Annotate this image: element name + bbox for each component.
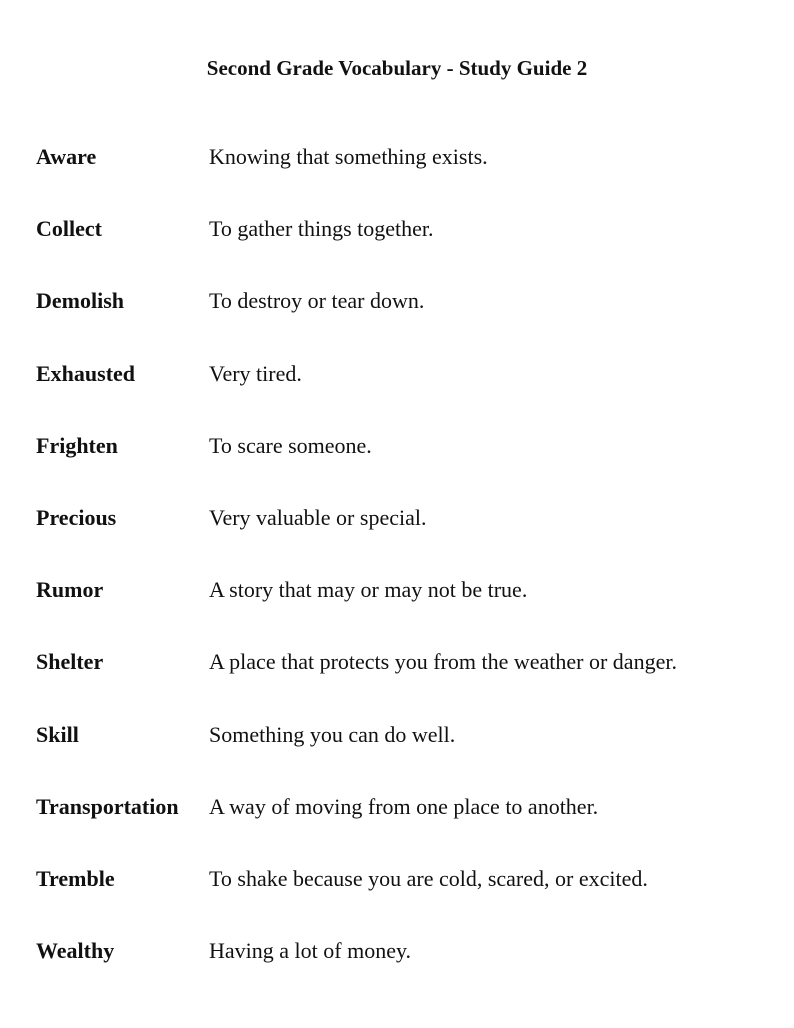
vocab-definition: To shake because you are cold, scared, or excited. [209, 865, 648, 891]
vocab-entry-skill [36, 720, 776, 792]
vocab-definition: To destroy or tear down. [209, 288, 425, 314]
vocab-definition: Knowing that something exists. [209, 144, 488, 169]
vocab-definition: A way of moving from one place to another. [209, 793, 599, 819]
vocab-entry-transportation [36, 792, 776, 864]
vocab-definition: To scare someone. [209, 432, 372, 458]
vocab-entry-precious [36, 503, 776, 575]
vocab-entry-rumor [36, 575, 776, 647]
vocab-term: Precious [36, 504, 117, 530]
vocab-entry-wealthy [36, 936, 776, 1008]
vocab-entry-tremble [36, 864, 776, 936]
vocab-term: Transportation [36, 793, 179, 819]
vocab-term: Demolish [36, 288, 124, 314]
vocab-term: Collect [36, 216, 102, 242]
page-title: Second Grade Vocabulary - Study Guide 2 [206, 56, 588, 80]
vocab-entry-shelter [36, 647, 776, 719]
vocab-definition: To gather things together. [209, 216, 434, 242]
vocab-entry-collect [36, 214, 776, 286]
vocab-definition: A place that protects you from the weather or danger. [209, 649, 677, 675]
vocab-term: Exhausted [36, 360, 136, 386]
vocab-term: Rumor [36, 577, 104, 603]
vocab-term: Aware [36, 144, 97, 169]
vocab-entry-demolish [36, 286, 776, 358]
vocab-term: Frighten [36, 432, 118, 458]
vocab-entry-aware [36, 142, 776, 214]
vocab-definition: Very valuable or special. [209, 504, 427, 530]
vocab-definition: Having a lot of money. [209, 938, 412, 964]
vocab-definition: Something you can do well. [209, 721, 456, 747]
vocab-entry-frighten [36, 431, 776, 503]
vocabulary-list [36, 142, 776, 1008]
vocab-definition: Very tired. [209, 360, 302, 386]
vocab-term: Tremble [36, 865, 115, 891]
vocab-term: Wealthy [36, 938, 115, 964]
vocab-entry-exhausted [36, 359, 776, 431]
vocab-term: Skill [36, 721, 79, 747]
vocab-definition: A story that may or may not be true. [209, 577, 528, 603]
vocab-term: Shelter [36, 649, 104, 675]
